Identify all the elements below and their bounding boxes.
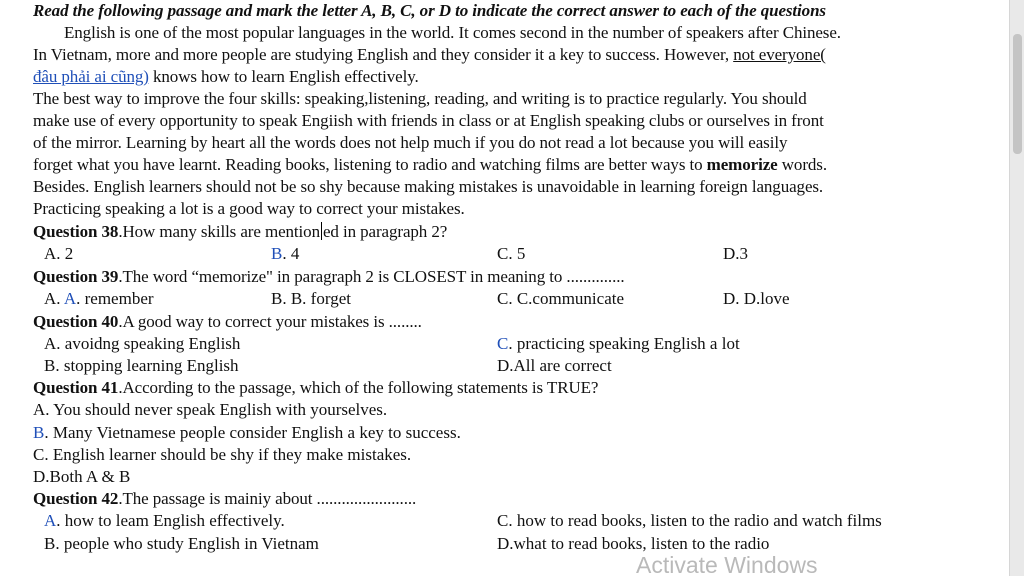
q38-option-a: A. 2: [44, 244, 74, 263]
question-label: Question 40: [33, 312, 119, 331]
q38-option-b: [271, 243, 299, 265]
option-prefix: A.: [44, 289, 64, 308]
q38-option-d: D.3: [723, 244, 749, 263]
question-39: [33, 266, 1006, 288]
q41-option-a: A. You should never speak English with yourselves.: [33, 400, 388, 419]
option-text: . 4: [282, 244, 300, 263]
question-42: [33, 488, 1006, 510]
passage-p1-line1: English is one of the most popular languages in the world. It comes second in the number of speakers after Chinese.: [64, 23, 841, 42]
question-40: [33, 311, 1006, 333]
question-38: [33, 221, 1006, 243]
passage-p1-line2: [33, 44, 930, 66]
q42-option-c: C. how to read books, listen to the radio and watch films: [497, 511, 882, 530]
question-text: .A good way to correct your mistakes is ........: [118, 312, 422, 331]
q39-option-d: D. D.love: [723, 289, 790, 308]
q40-option-a: A. avoidng speaking English: [44, 334, 241, 353]
activate-windows-watermark: Activate Windows: [636, 552, 818, 578]
q41-option-c: C. English learner should be shy if they make mistakes.: [33, 445, 412, 464]
q40-option-b: B. stopping learning English: [44, 356, 239, 375]
passage-p1-line3: [33, 66, 1006, 88]
q41-option-b: [33, 422, 461, 444]
passage-p2-line4: [33, 154, 930, 176]
q42-option-b: B. people who study English in Vietnam: [44, 534, 319, 553]
q42-option-d: D.what to read books, listen to the radio: [497, 534, 770, 553]
q38-option-c: C. 5: [497, 244, 526, 263]
q41-option-d: D.Both A & B: [33, 467, 131, 486]
bold-word: memorize: [706, 155, 778, 174]
passage-text: In Vietnam, more and more people are studying English and they consider it a key to success. However,: [33, 45, 734, 64]
answer-letter: A: [44, 511, 57, 530]
option-text: . how to leam English effectively.: [56, 511, 285, 530]
question-text: .The passage is mainiy about ........................: [118, 489, 417, 508]
passage-p2-line5: Besides. English learners should not be so shy because making mistakes is unavoidable in learning foreign languages.: [33, 177, 824, 196]
question-text: .How many skills are mention: [118, 222, 320, 241]
question-text: .The word “memorize" in paragraph 2 is CLOSEST in meaning to ..............: [118, 267, 625, 286]
passage-p2-line2: make use of every opportunity to speak Engiish with friends in class or at English speaking clubs or ourselves in front: [33, 111, 824, 130]
question-label: Question 39: [33, 267, 119, 286]
question-41: [33, 377, 1006, 399]
q39-option-c: C. C.communicate: [497, 289, 625, 308]
option-text: . Many Vietnamese people consider English a key to success.: [44, 423, 461, 442]
answer-letter: B: [271, 244, 283, 263]
answer-letter: C: [497, 334, 509, 353]
q42-option-a: [44, 510, 285, 532]
option-text: . practicing speaking English a lot: [508, 334, 740, 353]
question-text: ed in paragraph 2?: [322, 222, 448, 241]
answer-letter: B: [33, 423, 45, 442]
option-text: . remember: [76, 289, 154, 308]
q39-option-b: B. B. forget: [271, 289, 351, 308]
q40-option-c: [497, 333, 740, 355]
text-cursor: [321, 222, 322, 240]
passage-text: forget what you have learnt. Reading books, listening to radio and watching films are better ways to: [33, 155, 707, 174]
question-text: .According to the passage, which of the following statements is TRUE?: [118, 378, 599, 397]
passage-text: knows how to learn English effectively.: [148, 67, 419, 86]
q40-option-d: D.All are correct: [497, 356, 612, 375]
passage-p2-line1: The best way to improve the four skills: speaking,listening, reading, and writing is to practice regularly. You should: [33, 89, 807, 108]
passage-p2-line3: of the mirror. Learning by heart all the words does not help much if you do not read a lot because you will easily: [33, 133, 788, 152]
question-label: Question 41: [33, 378, 119, 397]
question-label: Question 38: [33, 222, 119, 241]
vertical-scrollbar[interactable]: [1009, 0, 1024, 576]
underlined-phrase: not everyone(: [733, 45, 826, 64]
answer-letter: A: [63, 289, 77, 308]
scrollbar-thumb[interactable]: [1013, 34, 1022, 154]
q39-option-a: [44, 288, 154, 310]
translation-note: đâu phải ai cũng): [33, 67, 149, 86]
passage-p2-line6: Practicing speaking a lot is a good way to correct your mistakes.: [33, 199, 465, 218]
instruction-heading: Read the following passage and mark the letter A, B, C, or D to indicate the correct answer to each of the questions: [33, 1, 826, 20]
passage-text: words.: [777, 155, 827, 174]
question-label: Question 42: [33, 489, 119, 508]
